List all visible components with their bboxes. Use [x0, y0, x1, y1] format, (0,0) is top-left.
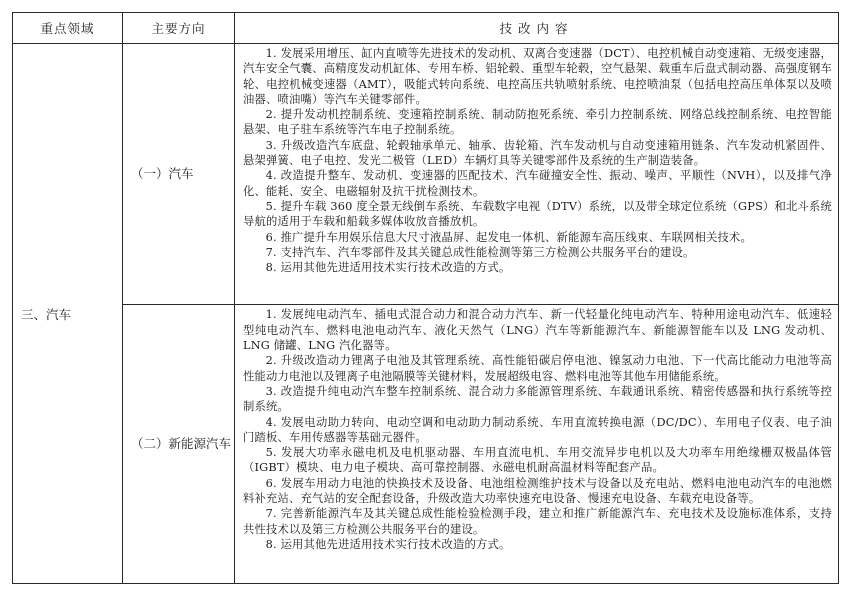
list-item: 5. 发展大功率永磁电机及电机驱动器、车用直流电机、车用交流异步电机以及大功率车用绝缘栅双极晶体管（IGBT）模块、电力电子模块、高可靠控制器、永磁电机耐高温材料等配套产品。: [243, 446, 832, 475]
list-item: 1. 发展采用增压、缸内直喷等先进技术的发动机、双离合变速器（DCT）、电控机械自动变速箱、无级变速器，汽车安全气囊、高精度发动机缸体、专用车桥、铝轮毂、重型车轮毂，空气悬架、载重车后盘式制动器、高强度钢车轮、电控机械变速器（AMT），吸能式转向系统、电控高压共轨喷射系统、电控喷油泵（包括电控高压单体泵以及喷油器、喷油嘴）等汽车关键零部件。: [243, 47, 832, 106]
list-item: 7. 完善新能源汽车及其关键总成性能检验检测手段，建立和推广新能源汽车、充电技术及设施标准体系，支持共性技术以及第三方检测公共服务平台的建设。: [243, 507, 832, 536]
header-main-direction: 主要方向: [123, 13, 235, 44]
list-item: 2. 升级改造动力锂离子电池及其管理系统、高性能铅碳启停电池、镍氢动力电池、下一代高比能动力电池等高性能动力电池以及锂离子电池隔膜等关键材料，发展超级电容、燃料电池等其他车用储能系统。: [243, 354, 832, 383]
content-cell-new-energy: [235, 305, 839, 584]
table-row: [13, 44, 839, 305]
header-reform-content: 技改内容: [235, 13, 839, 44]
list-item: 8. 运用其他先进适用技术实行技术改造的方式。: [265, 537, 511, 551]
list-item: 5. 提升车载 360 度全景无线倒车系统、车载数字电视（DTV）系统，以及带全球定位系统（GPS）和北斗系统导航的适用于车载和船载多媒体收放音播放机。: [243, 199, 832, 229]
list-item: 1. 发展纯电动汽车、插电式混合动力和混合动力汽车、新一代轻量化纯电动汽车、特种用途电动汽车、低速轻型纯电动汽车、燃料电池电动汽车、液化天然气（LNG）汽车等新能源汽车、新能源智能车以及 LNG 发动机、LNG 储罐、LNG 汽化器等。: [243, 308, 832, 353]
list-item: 4. 发展电动助力转向、电动空调和电动助力制动系统、车用直流转换电源（DC/DC）、车用电子仪表、电子油门踏板、车用传感器等基础元器件。: [243, 415, 832, 444]
direction-cell-new-energy: （二）新能源汽车: [123, 305, 235, 584]
list-item: 2. 提升发动机控制系统、变速箱控制系统、制动防抱死系统、牵引力控制系统、网络总线控制系统、电控智能悬架、电子驻车系统等汽车电子控制系统。: [243, 108, 832, 137]
content-cell-automobile: [235, 44, 839, 305]
list-item: 6. 推广提升车用娱乐信息大尺寸液晶屏、起发电一体机、新能源车高压线束、车联网相关技术。: [265, 230, 752, 244]
list-item: 6. 发展车用动力电池的快换技术及设备、电池组检测维护技术与设备以及充电站、燃料电池电动汽车的电池燃料补充站、充气站的安全配套设备，升级改造大功率快速充电设备、慢速充电设备、车载充电设备等。: [243, 476, 832, 505]
direction-cell-automobile: （一）汽车: [123, 44, 235, 305]
list-item: 3. 升级改造汽车底盘、轮毂轴承单元、轴承、齿轮箱、汽车发动机与自动变速箱用链条、汽车发动机紧固件、悬架弹簧、电子电控、发光二极管（LED）车辆灯具等关键零部件及系统的生产制造装备。: [243, 138, 832, 168]
table-row: [13, 305, 839, 584]
list-item: 7. 支持汽车、汽车零部件及其关键总成性能检测等第三方检测公共服务平台的建设。: [265, 245, 695, 259]
header-key-area: 重点领域: [13, 13, 123, 44]
list-item: 8. 运用其他先进适用技术实行技术改造的方式。: [265, 261, 511, 275]
list-item: 4. 改造提升整车、发动机、变速器的匹配技术、汽车碰撞安全性、振动、噪声、平顺性（NVH），以及排气净化、能耗、安全、电磁辐射及抗干扰检测技术。: [243, 169, 832, 198]
list-item: 3. 改造提升纯电动汽车整车控制系统、混合动力多能源管理系统、车载通讯系统、精密传感器和执行系统等控制系统。: [243, 384, 832, 414]
technical-reform-table: [12, 12, 839, 584]
area-cell: 三、汽车: [13, 44, 123, 584]
header-row: [13, 13, 839, 44]
